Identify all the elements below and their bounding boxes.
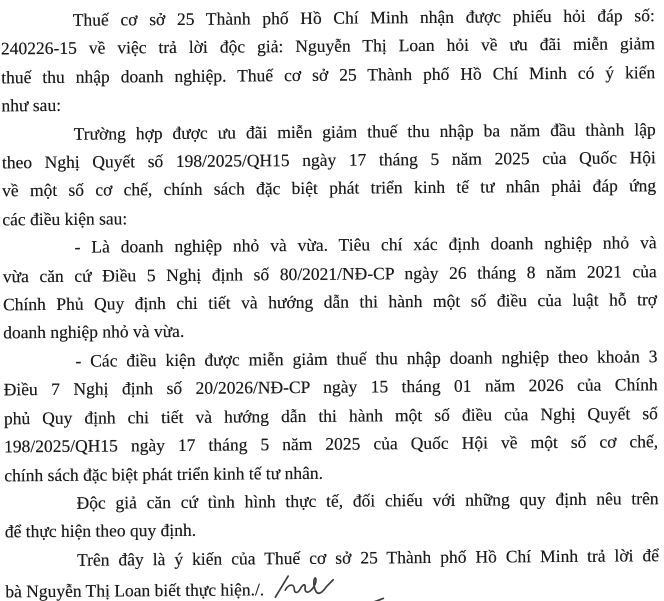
text-line: các điều kiện sau: [2, 208, 128, 230]
text-line: Trên đây là ý kiến của Thuế cơ sở 25 Thành phố Hồ Chí Minh trả lời để [76, 544, 660, 570]
text-line: Điều 7 Nghị định số 20/2026/NĐ-CP ngày 15 tháng 01 năm 2026 của Chính [3, 374, 658, 400]
paragraph [1, 1, 656, 120]
text-line: - Là doanh nghiệp nhỏ và vừa. Tiêu chí xác định doanh nghiệp nhỏ và [74, 232, 657, 258]
text-line: để thực hiện theo quy định. [4, 520, 197, 542]
paragraph [3, 342, 658, 489]
text-line: 198/2025/QH15 ngày 17 tháng 5 năm 2025 của Quốc Hội về một số cơ chế, [4, 431, 659, 457]
text-line: về một số cơ chế, chính sách đặc biệt phát triển kinh tế tư nhân phải đáp ứng [2, 175, 657, 201]
text-line: - Các điều kiện được miễn giảm thuế thu nhập doanh nghiệp theo khoản 3 [75, 346, 658, 371]
paragraph [2, 228, 657, 347]
text-line: chính sách đặc biệt phát triển kinh tế tư nhân. [4, 462, 323, 485]
paragraph [5, 541, 660, 601]
text-line: bà Nguyễn Thị Loan biết thực hiện./. [5, 569, 659, 601]
paragraph [4, 484, 658, 546]
text-line: vừa căn cứ Điều 5 Nghị định số 80/2021/NĐ-CP ngày 26 tháng 8 năm 2021 của [2, 260, 657, 286]
text-line: Trường hợp được ưu đãi miễn giảm thuế thu nhập ba năm đầu thành lập [73, 118, 656, 144]
text-line: thuế thu nhập doanh nghiệp. Thuế cơ sở 25 Thành phố Hồ Chí Minh có ý kiến [1, 62, 656, 88]
paraphe-slash [276, 576, 289, 597]
text-line: doanh nghiệp nhỏ và vừa. [3, 321, 185, 343]
paraphe-scribble [286, 578, 334, 594]
signature-squiggle [271, 571, 393, 601]
text-line: Chính Phủ Quy định chi tiết và hướng dẫn thi hành một số điều của luật hỗ trợ [2, 289, 658, 315]
text-line: như sau: [1, 95, 62, 116]
text-line: 240226-15 về việc trả lời độc giả: Nguyễn Thị Loan hỏi về ưu đãi miễn giảm [0, 33, 656, 59]
text-line: phủ Quy định chi tiết và hướng dẫn thi hành một số điều của Nghị Quyết số [3, 402, 658, 429]
text-line: theo Nghị Quyết số 198/2025/QH15 ngày 17 tháng 5 năm 2025 của Quốc Hội [1, 147, 656, 173]
text-line: Thuế cơ sở 25 Thành phố Hồ Chí Minh nhận được phiếu hỏi đáp số: [72, 5, 655, 30]
paragraph [2, 115, 657, 234]
text-line: Độc giả căn cứ tình hình thực tế, đối chiếu với những quy định nêu trên [76, 488, 659, 513]
